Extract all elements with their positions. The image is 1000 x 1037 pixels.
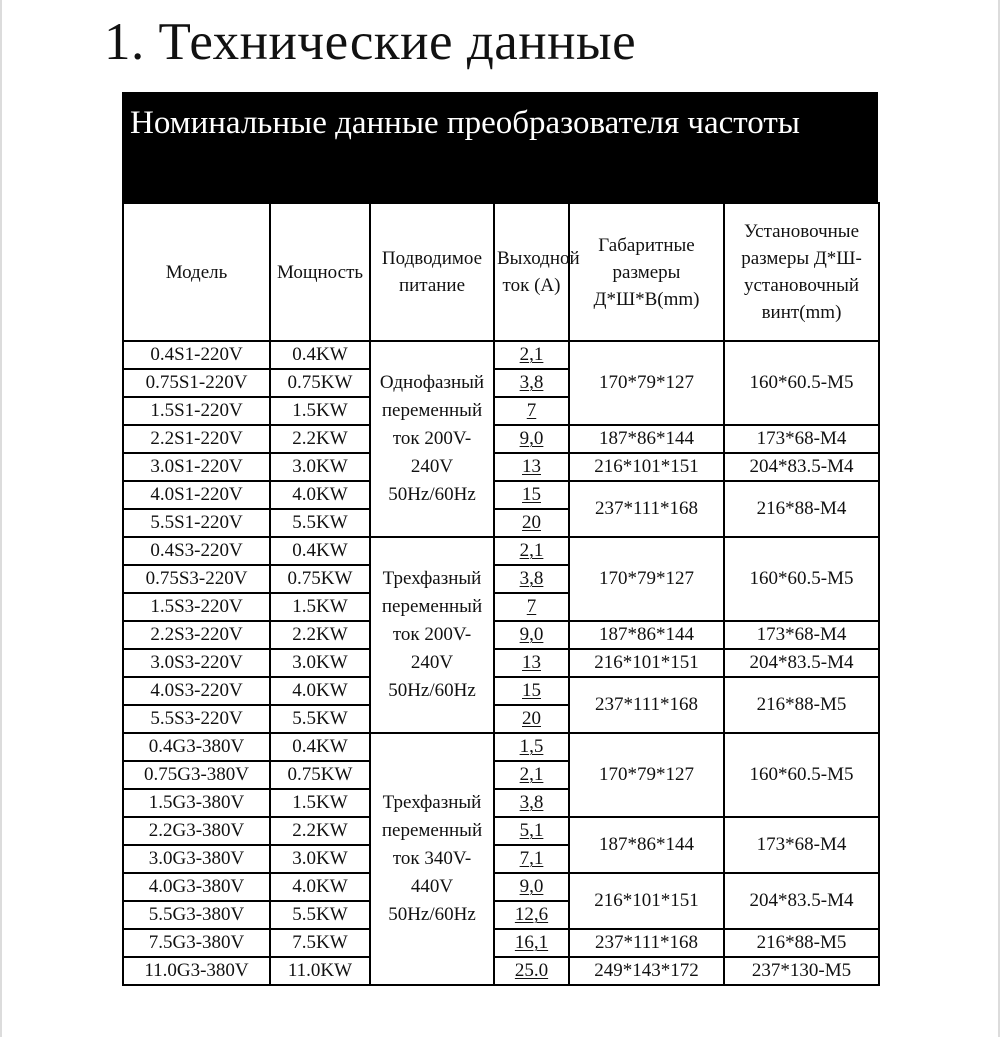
cell-power: 5.5KW (270, 509, 370, 537)
cell-model: 0.75G3-380V (123, 761, 270, 789)
cell-mount: 216*88-M5 (724, 677, 879, 733)
cell-current (494, 649, 569, 677)
cell-model: 2.2S1-220V (123, 425, 270, 453)
cell-dims: 187*86*144 (569, 817, 724, 873)
cell-current (494, 929, 569, 957)
cell-mount: 204*83.5-M4 (724, 649, 879, 677)
cell-power: 5.5KW (270, 705, 370, 733)
cell-model: 11.0G3-380V (123, 957, 270, 985)
cell-power: 1.5KW (270, 789, 370, 817)
current-value: 3,8 (519, 792, 544, 813)
cell-model: 0.75S3-220V (123, 565, 270, 593)
cell-current (494, 453, 569, 481)
current-value: 13 (522, 456, 541, 477)
cell-mount: 173*68-M4 (724, 425, 879, 453)
cell-current (494, 425, 569, 453)
cell-current (494, 957, 569, 985)
current-value: 7 (526, 596, 537, 617)
cell-model: 2.2S3-220V (123, 621, 270, 649)
cell-current (494, 845, 569, 873)
cell-current (494, 481, 569, 509)
cell-dims: 170*79*127 (569, 537, 724, 621)
cell-power: 4.0KW (270, 873, 370, 901)
cell-power: 0.4KW (270, 733, 370, 761)
cell-current (494, 369, 569, 397)
header-row (123, 203, 879, 341)
current-value: 7,1 (519, 848, 544, 869)
cell-supply: Трехфазный переменный ток 200V-240V 50Hz/60Hz (370, 537, 494, 733)
cell-power: 1.5KW (270, 397, 370, 425)
cell-dims: 187*86*144 (569, 621, 724, 649)
cell-supply: Однофазный переменный ток 200V-240V 50Hz/60Hz (370, 341, 494, 537)
cell-mount: 204*83.5-M4 (724, 453, 879, 481)
table-row (123, 873, 879, 901)
cell-current (494, 733, 569, 761)
cell-model: 4.0S3-220V (123, 677, 270, 705)
cell-current (494, 705, 569, 733)
cell-model: 3.0G3-380V (123, 845, 270, 873)
cell-current (494, 341, 569, 369)
cell-power: 0.75KW (270, 761, 370, 789)
cell-current (494, 509, 569, 537)
cell-model: 0.4S1-220V (123, 341, 270, 369)
cell-model: 1.5S3-220V (123, 593, 270, 621)
header-model: Модель (123, 203, 270, 341)
cell-mount: 216*88-M5 (724, 929, 879, 957)
header-power: Мощность (270, 203, 370, 341)
cell-dims: 187*86*144 (569, 425, 724, 453)
current-value: 9,0 (519, 624, 544, 645)
cell-supply: Трехфазный переменный ток 340V-440V 50Hz/60Hz (370, 733, 494, 985)
cell-current (494, 677, 569, 705)
page-title: 1. Технические данные (104, 13, 637, 71)
current-value: 15 (522, 680, 541, 701)
cell-power: 11.0KW (270, 957, 370, 985)
cell-dims: 216*101*151 (569, 453, 724, 481)
cell-current (494, 397, 569, 425)
cell-power: 0.4KW (270, 537, 370, 565)
current-value: 12,6 (514, 904, 549, 925)
cell-current (494, 761, 569, 789)
current-value: 9,0 (519, 876, 544, 897)
header-dims: Габаритные размеры Д*Ш*В(mm) (569, 203, 724, 341)
cell-model: 4.0S1-220V (123, 481, 270, 509)
cell-power: 0.75KW (270, 565, 370, 593)
cell-dims: 237*111*168 (569, 677, 724, 733)
cell-model: 1.5S1-220V (123, 397, 270, 425)
cell-power: 3.0KW (270, 649, 370, 677)
header-mount: Установочные размеры Д*Ш-установочный винт(mm) (724, 203, 879, 341)
table-row (123, 453, 879, 481)
cell-power: 0.4KW (270, 341, 370, 369)
spec-table-container (122, 92, 878, 986)
cell-dims: 216*101*151 (569, 873, 724, 929)
current-value: 3,8 (519, 372, 544, 393)
cell-dims: 216*101*151 (569, 649, 724, 677)
table-row (123, 733, 879, 761)
current-value: 20 (522, 512, 541, 533)
current-value: 16,1 (514, 932, 549, 953)
cell-current (494, 873, 569, 901)
table-row (123, 677, 879, 705)
cell-power: 3.0KW (270, 453, 370, 481)
current-value: 2,1 (519, 540, 544, 561)
current-value: 9,0 (519, 428, 544, 449)
cell-model: 2.2G3-380V (123, 817, 270, 845)
cell-dims: 170*79*127 (569, 733, 724, 817)
cell-power: 0.75KW (270, 369, 370, 397)
cell-model: 5.5S1-220V (123, 509, 270, 537)
cell-dims: 249*143*172 (569, 957, 724, 985)
cell-power: 4.0KW (270, 481, 370, 509)
table-row (123, 957, 879, 985)
cell-model: 3.0S3-220V (123, 649, 270, 677)
cell-model: 0.75S1-220V (123, 369, 270, 397)
table-row (123, 929, 879, 957)
cell-dims: 170*79*127 (569, 341, 724, 425)
current-value: 7 (526, 400, 537, 421)
cell-model: 0.4S3-220V (123, 537, 270, 565)
cell-current (494, 565, 569, 593)
header-current: Выходной ток (A) (494, 203, 569, 341)
cell-power: 1.5KW (270, 593, 370, 621)
cell-mount: 173*68-M4 (724, 621, 879, 649)
current-value: 2,1 (519, 344, 544, 365)
table-row (123, 537, 879, 565)
cell-power: 3.0KW (270, 845, 370, 873)
cell-model: 7.5G3-380V (123, 929, 270, 957)
page-left-border (0, 0, 2, 1037)
current-value: 13 (522, 652, 541, 673)
cell-current (494, 789, 569, 817)
cell-current (494, 817, 569, 845)
cell-model: 5.5G3-380V (123, 901, 270, 929)
cell-model: 1.5G3-380V (123, 789, 270, 817)
cell-current (494, 621, 569, 649)
table-row (123, 481, 879, 509)
table-caption: Номинальные данные преобразователя частоты (122, 92, 878, 202)
current-value: 25.0 (514, 960, 549, 981)
table-row (123, 425, 879, 453)
cell-mount: 237*130-M5 (724, 957, 879, 985)
cell-mount: 160*60.5-M5 (724, 537, 879, 621)
current-value: 2,1 (519, 764, 544, 785)
cell-current (494, 593, 569, 621)
cell-model: 3.0S1-220V (123, 453, 270, 481)
table-row (123, 341, 879, 369)
cell-power: 5.5KW (270, 901, 370, 929)
cell-power: 4.0KW (270, 677, 370, 705)
cell-model: 5.5S3-220V (123, 705, 270, 733)
current-value: 15 (522, 484, 541, 505)
header-supply: Подводимое питание (370, 203, 494, 341)
current-value: 3,8 (519, 568, 544, 589)
cell-mount: 160*60.5-M5 (724, 733, 879, 817)
cell-dims: 237*111*168 (569, 929, 724, 957)
table-row (123, 817, 879, 845)
cell-mount: 216*88-M4 (724, 481, 879, 537)
current-value: 1,5 (519, 736, 544, 757)
cell-mount: 173*68-M4 (724, 817, 879, 873)
cell-power: 7.5KW (270, 929, 370, 957)
cell-current (494, 901, 569, 929)
table-row (123, 649, 879, 677)
cell-power: 2.2KW (270, 817, 370, 845)
cell-mount: 204*83.5-M4 (724, 873, 879, 929)
table-row (123, 621, 879, 649)
cell-power: 2.2KW (270, 425, 370, 453)
spec-table (122, 202, 880, 986)
current-value: 5,1 (519, 820, 544, 841)
cell-model: 0.4G3-380V (123, 733, 270, 761)
current-value: 20 (522, 708, 541, 729)
cell-mount: 160*60.5-M5 (724, 341, 879, 425)
cell-dims: 237*111*168 (569, 481, 724, 537)
cell-power: 2.2KW (270, 621, 370, 649)
cell-current (494, 537, 569, 565)
cell-model: 4.0G3-380V (123, 873, 270, 901)
